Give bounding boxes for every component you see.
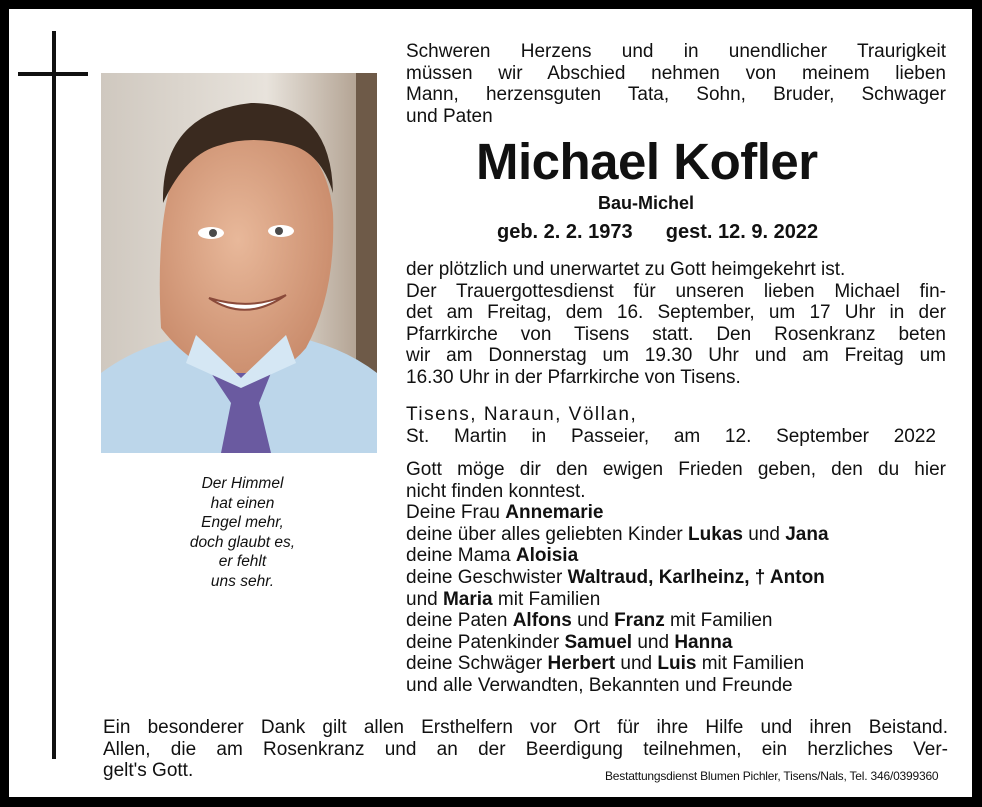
- family-line: deine Mama Aloisia: [406, 545, 579, 567]
- body-line: wir am Donnerstag um 19.30 Uhr und am Freitag um: [406, 345, 946, 367]
- family-line: deine Geschwister Waltraud, Karlheinz, † Anton: [406, 566, 825, 588]
- wish-line: Gott möge dir den ewigen Frieden geben, den du hier: [406, 459, 946, 480]
- portrait-photo: [101, 73, 377, 453]
- cross-horizontal-bar: [18, 72, 88, 76]
- death-date: gest. 12. 9. 2022: [665, 221, 819, 243]
- intro-text: [406, 41, 946, 127]
- mourners: [406, 459, 946, 697]
- thanks-line: Ein besonderer Dank gilt allen Ersthelfern vor Ort für ihre Hilfe und ihren Beistand.: [103, 717, 948, 738]
- poem-line: Engel mehr,: [201, 514, 284, 531]
- poem-line: hat einen: [210, 494, 275, 512]
- family-line: deine Schwäger Herbert und Luis mit Familien: [406, 653, 805, 675]
- family-line: deine Paten Alfons und Franz mit Familien: [406, 610, 773, 632]
- body-line: der plötzlich und unerwartet zu Gott heimgekehrt ist.: [406, 259, 846, 280]
- thanks-line: Allen, die am Rosenkranz und an der Beerdigung teilnehmen, ein herzliches Ver-: [103, 738, 948, 760]
- poem-line: er fehlt: [218, 553, 267, 570]
- family-line: und Maria mit Familien: [406, 588, 601, 610]
- place-line: St. Martin in Passeier, am 12. September 2022: [406, 425, 936, 447]
- intro-line: müssen wir Abschied nehmen von meinem lieben: [406, 62, 946, 84]
- place-date: [406, 404, 936, 447]
- nickname: Bau-Michel: [597, 193, 694, 213]
- intro-line: Schweren Herzens und in unendlicher Traurigkeit: [406, 41, 946, 62]
- body-line: 16.30 Uhr in der Pfarrkirche von Tisens.: [406, 366, 741, 388]
- family-line: deine über alles geliebten Kinder Lukas und Jana: [406, 523, 829, 545]
- body-line: Pfarrkirche von Tisens statt. Den Rosenkranz beten: [406, 323, 946, 345]
- intro-line: und Paten: [406, 105, 493, 127]
- poem-line: doch glaubt es,: [189, 533, 296, 551]
- family-line: Deine Frau Annemarie: [406, 502, 604, 524]
- place-line: Tisens, Naraun, Völlan,: [406, 404, 638, 425]
- wish-line: nicht finden konntest.: [406, 480, 586, 502]
- life-dates: [497, 221, 818, 244]
- deceased-name: Michael Kofler: [476, 133, 818, 190]
- funeral-home-credit: Bestattungsdienst Blumen Pichler, Tisens/Nals, Tel. 346/0399360: [605, 769, 939, 783]
- body-line: Der Trauergottesdienst für unseren lieben Michael fin-: [406, 280, 946, 302]
- service-text: [406, 259, 946, 389]
- family-line: deine Patenkinder Samuel und Hanna: [406, 631, 733, 653]
- birth-date: geb. 2. 2. 1973: [497, 221, 633, 243]
- family-line: und alle Verwandten, Bekannten und Freunde: [406, 674, 793, 696]
- poem-line: Der Himmel: [201, 475, 284, 492]
- poem: [150, 474, 335, 591]
- intro-line: Mann, herzensguten Tata, Sohn, Bruder, Schwager: [406, 84, 946, 106]
- cross-vertical-bar: [52, 31, 56, 759]
- poem-line: uns sehr.: [210, 572, 275, 590]
- body-line: det am Freitag, dem 16. September, um 17 Uhr in der: [406, 302, 946, 324]
- thanks-line: gelt's Gott.: [103, 760, 194, 782]
